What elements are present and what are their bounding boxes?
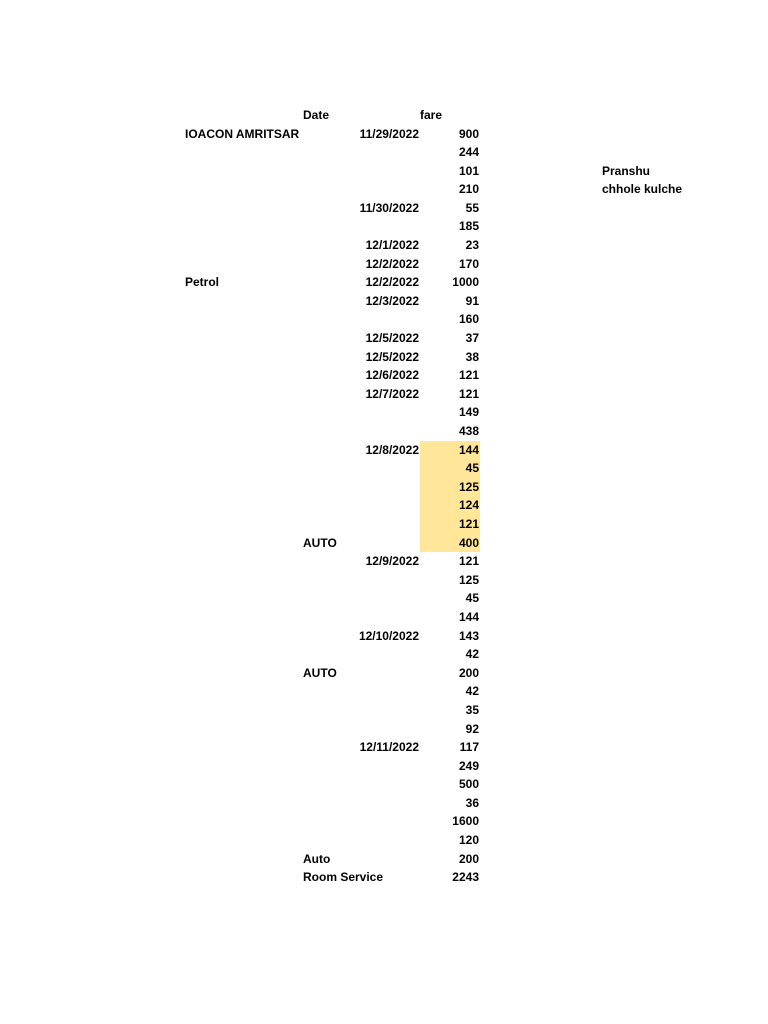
- row-fare: 438: [458, 424, 479, 438]
- row-fare: 210: [458, 182, 479, 197]
- row-fare: 500: [458, 777, 479, 792]
- row-fare: 200: [458, 851, 479, 866]
- row-date: 12/9/2022: [365, 554, 419, 569]
- row-fare: 249: [458, 758, 479, 773]
- row-sublabel: AUTO: [303, 665, 337, 680]
- header-fare: fare: [420, 108, 443, 122]
- table-row: [0, 627, 768, 646]
- expense-rows: [0, 125, 768, 887]
- row-fare: 244: [458, 145, 479, 160]
- table-row: [0, 236, 768, 255]
- table-row: [0, 515, 768, 534]
- table-row: [0, 720, 768, 739]
- row-fare: 144: [420, 441, 480, 460]
- table-row: [0, 850, 768, 869]
- row-fare: 144: [458, 609, 479, 624]
- row-date: 11/29/2022: [359, 126, 419, 141]
- row-sublabel: Auto: [303, 851, 331, 866]
- row-fare: 101: [458, 163, 479, 178]
- row-fare: 36: [465, 795, 479, 810]
- table-row: [0, 403, 768, 422]
- row-note: Pranshu: [602, 163, 651, 178]
- row-fare: 23: [465, 238, 479, 253]
- row-date: 12/6/2022: [365, 368, 419, 383]
- row-fare: 149: [458, 405, 479, 420]
- table-row: [0, 348, 768, 367]
- row-fare: 400: [420, 534, 480, 553]
- table-row: [0, 292, 768, 311]
- row-fare: 42: [465, 684, 479, 699]
- row-fare: 121: [458, 368, 479, 383]
- row-fare: 121: [420, 515, 480, 534]
- table-row: [0, 682, 768, 701]
- table-row: [0, 478, 768, 497]
- table-row: [0, 125, 768, 144]
- table-row: [0, 757, 768, 776]
- row-date: 12/3/2022: [365, 293, 419, 308]
- row-note: chhole kulche: [602, 182, 683, 197]
- table-row: [0, 608, 768, 627]
- row-fare: 143: [458, 628, 479, 643]
- table-row: [0, 385, 768, 404]
- row-fare: 125: [420, 478, 480, 497]
- row-fare: 35: [465, 702, 479, 717]
- row-date: 12/5/2022: [365, 331, 419, 346]
- row-date: 12/8/2022: [365, 442, 419, 457]
- table-row: [0, 868, 768, 887]
- table-row: [0, 534, 768, 553]
- table-row: [0, 589, 768, 608]
- header-date: Date: [303, 108, 330, 122]
- row-fare: 91: [465, 293, 479, 308]
- table-row: [0, 794, 768, 813]
- table-row: [0, 664, 768, 683]
- table-row: [0, 496, 768, 515]
- table-row: [0, 701, 768, 720]
- table-row: [0, 738, 768, 757]
- row-fare: 42: [465, 647, 479, 662]
- row-fare: 121: [458, 386, 479, 401]
- table-row: [0, 273, 768, 292]
- row-fare: 200: [458, 665, 479, 680]
- table-row: [0, 366, 768, 385]
- row-label: Petrol: [185, 275, 220, 290]
- row-label: IOACON AMRITSAR: [185, 126, 300, 141]
- table-row: [0, 441, 768, 460]
- row-date: 12/2/2022: [365, 256, 419, 271]
- table-row: [0, 310, 768, 329]
- row-fare: 45: [420, 459, 480, 478]
- row-fare: 185: [458, 219, 479, 234]
- table-row: [0, 329, 768, 348]
- table-row: [0, 571, 768, 590]
- row-fare: 45: [465, 591, 479, 606]
- table-row: [0, 645, 768, 664]
- row-fare: 125: [458, 572, 479, 587]
- table-row: [0, 831, 768, 850]
- row-fare: 121: [458, 554, 479, 569]
- row-date: 12/5/2022: [365, 349, 419, 364]
- table-row: [0, 459, 768, 478]
- row-date: 12/1/2022: [365, 238, 419, 253]
- table-row: [0, 180, 768, 199]
- row-fare: 117: [459, 740, 479, 755]
- table-row: [0, 162, 768, 181]
- table-row: [0, 812, 768, 831]
- row-sublabel: AUTO: [303, 535, 337, 550]
- row-fare: 92: [465, 721, 479, 736]
- row-sublabel: Room Service: [303, 870, 384, 885]
- table-row: [0, 422, 768, 441]
- table-row: [0, 199, 768, 218]
- table-row: [0, 217, 768, 236]
- row-date: 12/10/2022: [358, 628, 419, 643]
- row-fare: 160: [458, 312, 479, 327]
- row-date: 12/7/2022: [365, 386, 419, 401]
- row-fare: 1000: [452, 275, 479, 290]
- row-fare: 170: [458, 256, 479, 271]
- table-row: [0, 552, 768, 571]
- row-date: 11/30/2022: [359, 200, 419, 215]
- table-row: [0, 255, 768, 274]
- row-date: 12/11/2022: [359, 740, 419, 755]
- row-fare: 38: [465, 349, 479, 364]
- row-fare: 37: [465, 331, 479, 346]
- row-date: 12/2/2022: [365, 275, 419, 290]
- row-fare: 55: [465, 200, 479, 215]
- row-fare: 900: [458, 126, 479, 141]
- table-row: [0, 143, 768, 162]
- row-fare: 120: [458, 833, 479, 848]
- row-fare: 2243: [452, 870, 479, 885]
- row-fare: 124: [420, 496, 480, 515]
- table-row: [0, 775, 768, 794]
- row-fare: 1600: [452, 814, 479, 829]
